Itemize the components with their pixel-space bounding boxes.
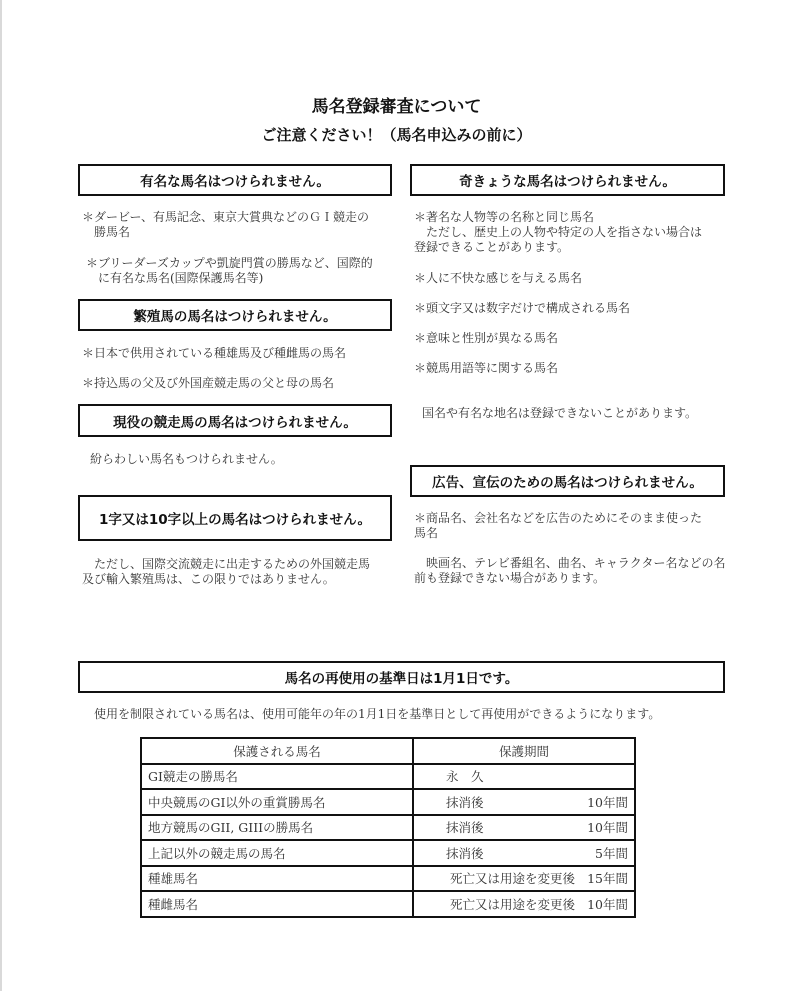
reuse-heading-box xyxy=(78,661,725,693)
row-name: 種雌馬名 xyxy=(141,891,413,917)
active-heading: 現役の競走馬の馬名はつけられません。 xyxy=(113,414,357,431)
table-row xyxy=(141,891,635,917)
advert-heading: 広告、宣伝のための馬名はつけられません。 xyxy=(432,475,703,491)
famous-item-1: ＊ダービー、有馬記念、東京大賞典などのＧＩ競走の 勝馬名 xyxy=(82,210,370,239)
famous-heading-box xyxy=(78,164,392,196)
row-name: 上記以外の競走馬の馬名 xyxy=(141,840,413,866)
row-name: 地方競馬のGII, GIIIの勝馬名 xyxy=(141,815,413,841)
row-period-years: 5年間 xyxy=(595,845,628,861)
row-name: GI競走の勝馬名 xyxy=(141,764,413,790)
table-row xyxy=(141,764,635,790)
length-heading-box xyxy=(78,495,392,541)
page-subtitle: ご注意ください！（馬名申込みの前に） xyxy=(261,126,532,144)
row-period-years: 10年間 xyxy=(587,794,628,810)
strange-item-4: ＊意味と性別が異なる馬名 xyxy=(414,331,559,345)
strange-note: 国名や有名な地名は登録できないことがあります。 xyxy=(422,406,698,420)
row-period-pre: 抹消後 xyxy=(446,794,484,810)
advert-note: 映画名、テレビ番組名、曲名、キャラクター名などの名 前も登録できない場合があります。 xyxy=(414,556,726,585)
length-note: ただし、国際交流競走に出走するための外国競走馬 及び輸入繁殖馬は、この限りではありません。 xyxy=(82,557,371,586)
famous-heading: 有名な馬名はつけられません。 xyxy=(140,174,330,190)
header-protected-name: 保護される馬名 xyxy=(141,738,413,764)
strange-item-1: ＊著名な人物等の名称と同じ馬名 ただし、歴史上の人物や特定の人を指さない場合は 登録できることがあります。 xyxy=(414,210,703,254)
table-row xyxy=(141,789,635,815)
active-heading-box xyxy=(78,404,392,437)
length-heading: 1字又は10字以上の馬名はつけられません。 xyxy=(99,512,371,528)
famous-item-2: ＊ブリーダーズカップや凱旋門賞の勝馬など、国際的 に有名な馬名(国際保護馬名等) xyxy=(86,256,373,285)
active-note: 紛らわしい馬名もつけられません。 xyxy=(90,452,283,466)
page-title: 馬名登録審査について xyxy=(311,97,482,117)
breeding-heading: 繁殖馬の馬名はつけられません。 xyxy=(133,309,337,325)
strange-heading: 奇きょうな馬名はつけられません。 xyxy=(459,174,676,190)
row-period-years: 10年間 xyxy=(587,896,628,912)
strange-heading-box xyxy=(410,164,725,196)
row-name: 中央競馬のGI以外の重賞勝馬名 xyxy=(141,789,413,815)
row-period-years: 15年間 xyxy=(587,871,628,887)
row-period-years: 10年間 xyxy=(587,820,628,836)
row-period-pre: 抹消後 xyxy=(446,845,484,861)
row-period-pre: 抹消後 xyxy=(446,820,484,836)
breeding-item-2: ＊持込馬の父及び外国産競走馬の父と母の馬名 xyxy=(82,376,335,390)
table-row xyxy=(141,866,635,892)
row-period-pre: 死亡又は用途を変更後 xyxy=(450,871,576,887)
page-edge xyxy=(0,0,2,991)
strange-item-2: ＊人に不快な感じを与える馬名 xyxy=(414,271,583,285)
breeding-heading-box xyxy=(78,299,392,331)
row-period-pre: 死亡又は用途を変更後 xyxy=(450,896,576,912)
table-row xyxy=(141,840,635,866)
advert-item-1: ＊商品名、会社名などを広告のためにそのまま使った 馬名 xyxy=(414,511,703,540)
row-name: 種雄馬名 xyxy=(141,866,413,892)
protection-table xyxy=(140,737,636,918)
header-protection-period: 保護期間 xyxy=(413,738,635,764)
table-header-row xyxy=(141,738,635,764)
breeding-item-1: ＊日本で供用されている種雄馬及び種雌馬の馬名 xyxy=(82,346,347,360)
strange-item-3: ＊頭文字又は数字だけで構成される馬名 xyxy=(414,301,631,315)
table-row xyxy=(141,815,635,841)
strange-item-5: ＊競馬用語等に関する馬名 xyxy=(414,361,559,375)
advert-heading-box xyxy=(410,465,725,497)
reuse-note: 使用を制限されている馬名は、使用可能年の年の1月1日を基準日として再使用ができるようになります。 xyxy=(94,707,661,721)
reuse-heading: 馬名の再使用の基準日は1月1日です。 xyxy=(284,671,519,687)
row-period-pre: 永 久 xyxy=(446,769,484,785)
